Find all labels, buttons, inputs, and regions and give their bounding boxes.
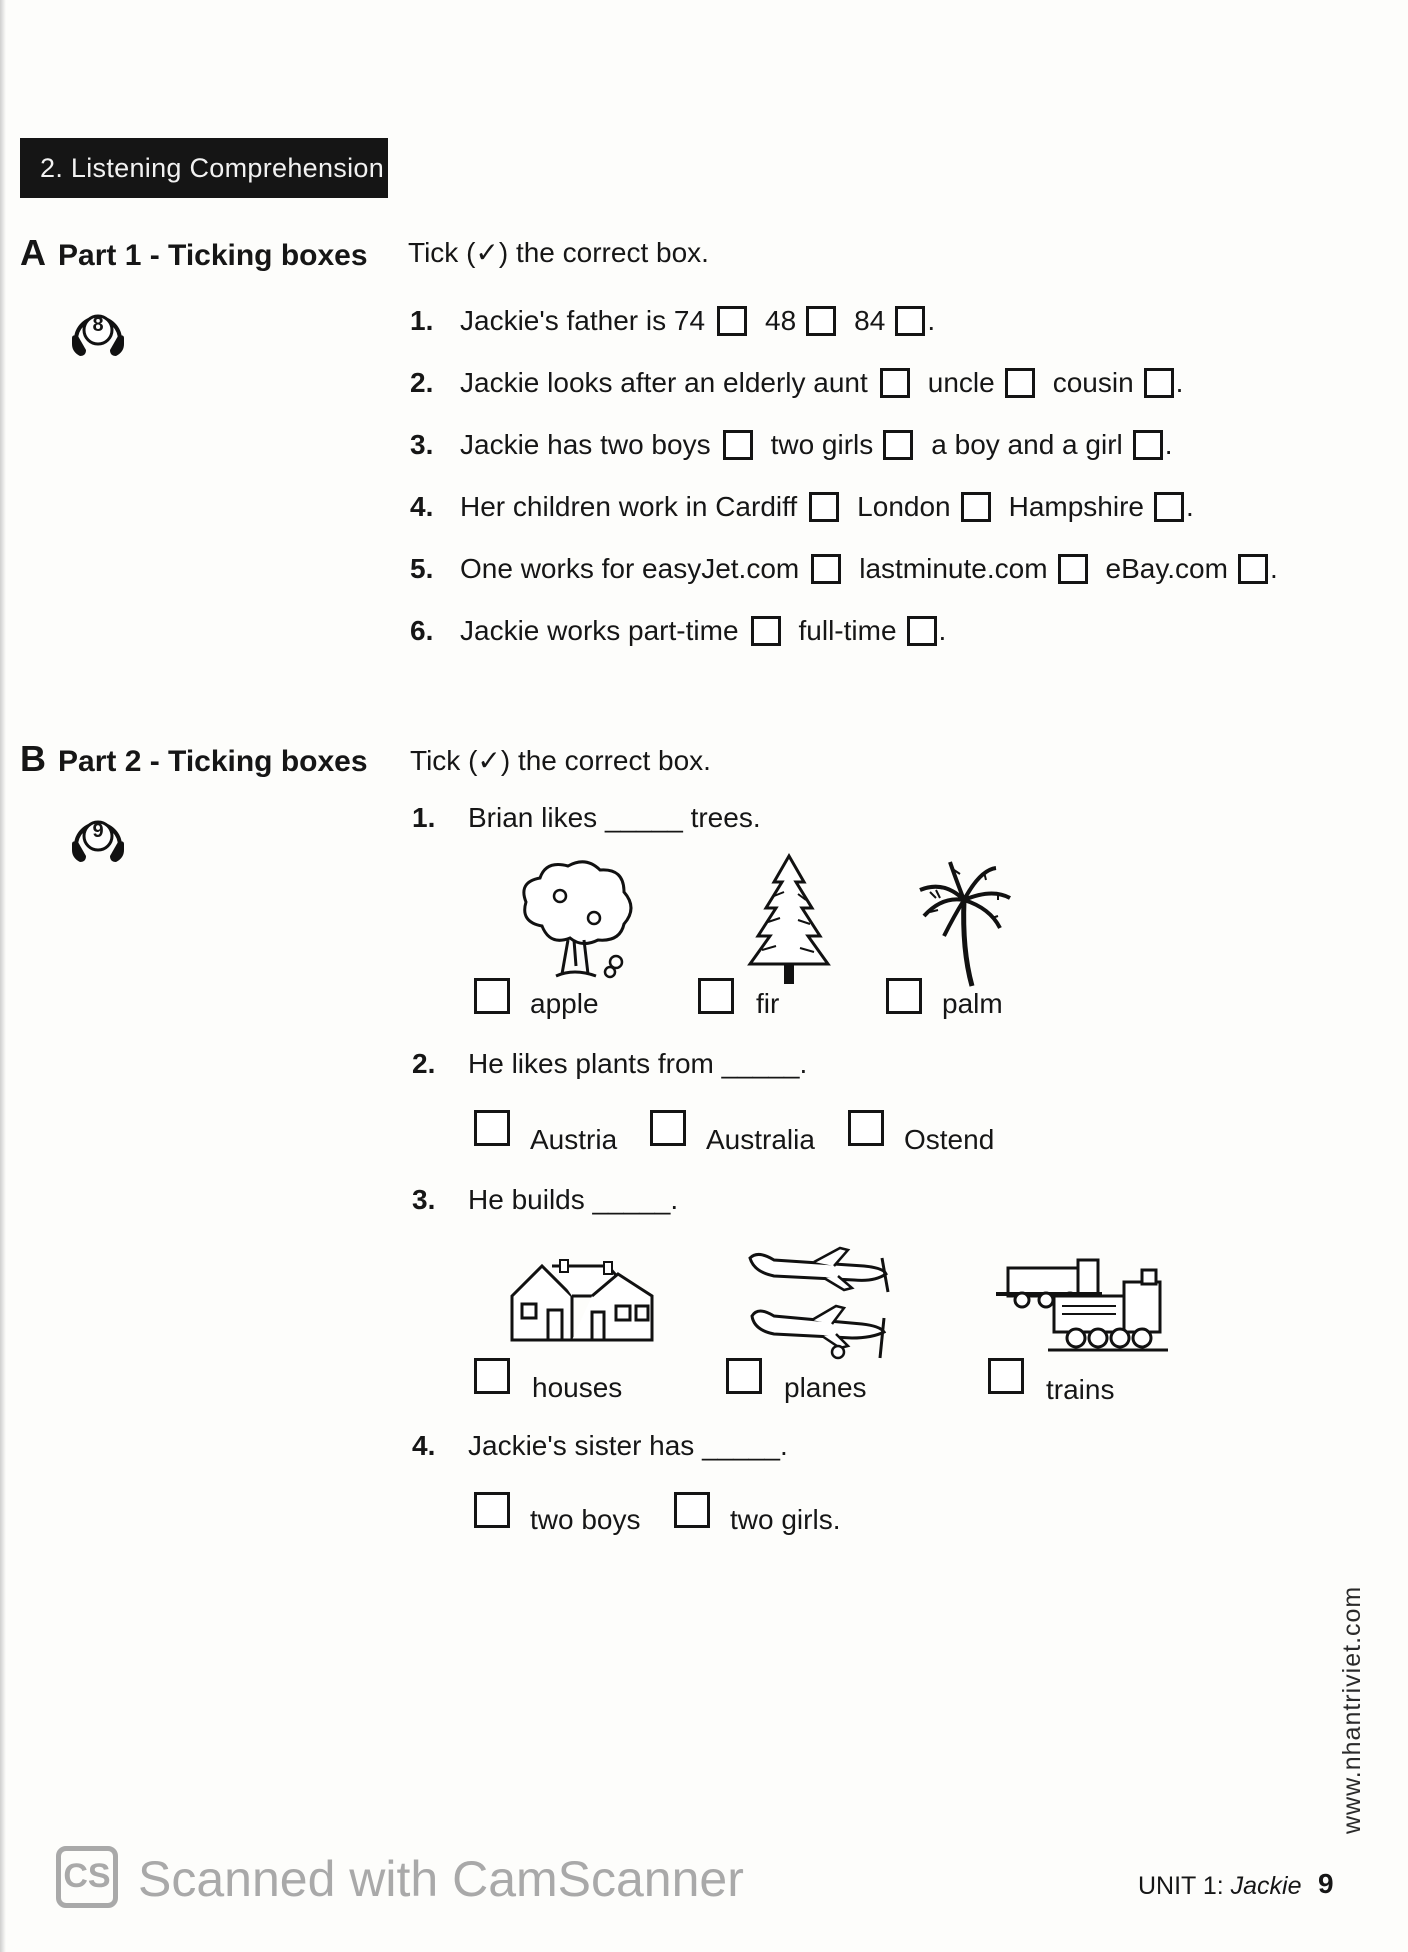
two-girls-option-label: two girls. xyxy=(730,1504,841,1535)
apple-option-box[interactable] xyxy=(474,978,510,1014)
question-text: Jackie's father is 74 xyxy=(460,305,706,336)
tick-box[interactable] xyxy=(1133,430,1163,460)
part-b-track-number: 9 xyxy=(92,820,104,842)
part-a-question-6: 6. Jackie works part-time full-time . xyxy=(410,615,947,646)
part-a-title: Part 1 - Ticking boxes xyxy=(58,239,368,272)
ostend-option-label: Ostend xyxy=(904,1124,995,1155)
question-number: 4. xyxy=(410,491,434,522)
unit-label xyxy=(1138,1872,1302,1901)
tick-box[interactable] xyxy=(1144,368,1174,398)
tick-box[interactable] xyxy=(723,430,753,460)
option-label: 48 xyxy=(765,305,797,336)
part-b-question-4 xyxy=(412,1430,788,1462)
tick-box[interactable] xyxy=(809,492,839,522)
houses-option-label: houses xyxy=(532,1372,623,1403)
austria-option-label: Austria xyxy=(530,1124,618,1155)
tick-box[interactable] xyxy=(907,616,937,646)
option-label: cousin xyxy=(1052,367,1134,398)
planes-option-label: planes xyxy=(784,1372,867,1403)
part-b-heading xyxy=(20,738,368,780)
houses-image xyxy=(508,1256,658,1351)
question-number: 1. xyxy=(410,305,434,336)
part-b-question-1 xyxy=(412,802,761,834)
two-boys-option-box[interactable] xyxy=(474,1492,510,1528)
option-label: eBay.com xyxy=(1105,553,1228,584)
option-label: 84 xyxy=(854,305,886,336)
part-b-instruction: Tick (✓) the correct box. xyxy=(410,745,711,776)
trains-image xyxy=(992,1256,1172,1361)
question-number: 2. xyxy=(412,1048,436,1079)
part-b-title: Part 2 - Ticking boxes xyxy=(58,745,368,778)
part-a-heading xyxy=(20,232,368,274)
houses-option-box[interactable] xyxy=(474,1358,510,1394)
camscanner-logo: CS xyxy=(56,1846,118,1908)
question-text: Brian likes _____ trees. xyxy=(468,802,761,833)
apple-tree-image xyxy=(512,856,642,991)
website-url: www.nhantriviet.com xyxy=(1338,1585,1366,1834)
question-text: Jackie looks after an elderly aunt xyxy=(460,367,868,398)
fir-option-box[interactable] xyxy=(698,978,734,1014)
tick-box[interactable] xyxy=(1238,554,1268,584)
tick-box[interactable] xyxy=(1154,492,1184,522)
question-number: 4. xyxy=(412,1430,436,1461)
question-text: Jackie has two boys xyxy=(460,429,711,460)
palm-option-label: palm xyxy=(942,988,1003,1019)
option-label: full-time xyxy=(798,615,897,646)
part-b-question-3 xyxy=(412,1184,678,1216)
part-a-letter: A xyxy=(20,232,46,273)
option-label: Hampshire xyxy=(1008,491,1144,522)
question-number: 2. xyxy=(410,367,434,398)
section-title-banner: 2. Listening Comprehension xyxy=(20,138,388,198)
tick-box[interactable] xyxy=(751,616,781,646)
question-text: Her children work in Cardiff xyxy=(460,491,798,522)
tick-box[interactable] xyxy=(1058,554,1088,584)
question-number: 1. xyxy=(412,802,436,833)
question-text: One works for easyJet.com xyxy=(460,553,800,584)
option-label: two girls xyxy=(770,429,874,460)
question-text: Jackie's sister has _____. xyxy=(468,1430,788,1461)
trains-option-label: trains xyxy=(1046,1374,1115,1405)
question-number: 6. xyxy=(410,615,434,646)
part-a-question-5: 5. One works for easyJet.com lastminute.com eBay.com . xyxy=(410,553,1278,584)
tick-box[interactable] xyxy=(895,306,925,336)
camscanner-watermark: Scanned with CamScanner xyxy=(138,1851,744,1907)
question-number: 3. xyxy=(410,429,434,460)
planes-option-box[interactable] xyxy=(726,1358,762,1394)
ostend-option-box[interactable] xyxy=(848,1110,884,1146)
part-a-question-2: 2. Jackie looks after an elderly aunt uncle cousin . xyxy=(410,367,1184,398)
part-a-question-4: 4. Her children work in Cardiff London Hampshire . xyxy=(410,491,1194,522)
australia-option-box[interactable] xyxy=(650,1110,686,1146)
question-text: Jackie works part-time xyxy=(460,615,739,646)
austria-option-box[interactable] xyxy=(474,1110,510,1146)
option-label: London xyxy=(857,491,951,522)
part-a-question-3: 3. Jackie has two boys two girls a boy and a girl . xyxy=(410,429,1173,460)
part-a-instruction: Tick (✓) the correct box. xyxy=(408,237,709,268)
trains-option-box[interactable] xyxy=(988,1358,1024,1394)
australia-option-label: Australia xyxy=(706,1124,815,1155)
page-number: 9 xyxy=(1318,1868,1334,1899)
tick-box[interactable] xyxy=(961,492,991,522)
option-label: lastminute.com xyxy=(859,553,1048,584)
palm-option-box[interactable] xyxy=(886,978,922,1014)
question-number: 5. xyxy=(410,553,434,584)
tick-box[interactable] xyxy=(811,554,841,584)
fir-option-label: fir xyxy=(756,988,780,1019)
two-boys-option-label: two boys xyxy=(530,1504,641,1535)
unit-name: Jackie xyxy=(1230,1872,1302,1900)
part-a-question-list xyxy=(410,290,1278,662)
tick-box[interactable] xyxy=(717,306,747,336)
part-b-question-2 xyxy=(412,1048,807,1080)
page-edge-shadow xyxy=(0,0,6,1952)
apple-option-label: apple xyxy=(530,988,599,1019)
question-text: He likes plants from _____. xyxy=(468,1048,808,1079)
option-label: a boy and a girl xyxy=(931,429,1123,460)
unit-number: UNIT 1: xyxy=(1138,1872,1224,1900)
tick-box[interactable] xyxy=(883,430,913,460)
question-number: 3. xyxy=(412,1184,436,1215)
part-a-track-number: 8 xyxy=(92,314,104,336)
planes-image xyxy=(744,1238,894,1371)
part-b-letter: B xyxy=(20,738,46,779)
tick-box[interactable] xyxy=(806,306,836,336)
palm-tree-image xyxy=(914,860,1014,995)
part-a-question-1: 1. Jackie's father is 74 48 84 . xyxy=(410,305,936,336)
option-label: uncle xyxy=(927,367,995,398)
fir-tree-image xyxy=(744,852,834,993)
two-girls-option-box[interactable] xyxy=(674,1492,710,1528)
tick-box[interactable] xyxy=(1005,368,1035,398)
tick-box[interactable] xyxy=(880,368,910,398)
question-text: He builds _____. xyxy=(468,1184,679,1215)
